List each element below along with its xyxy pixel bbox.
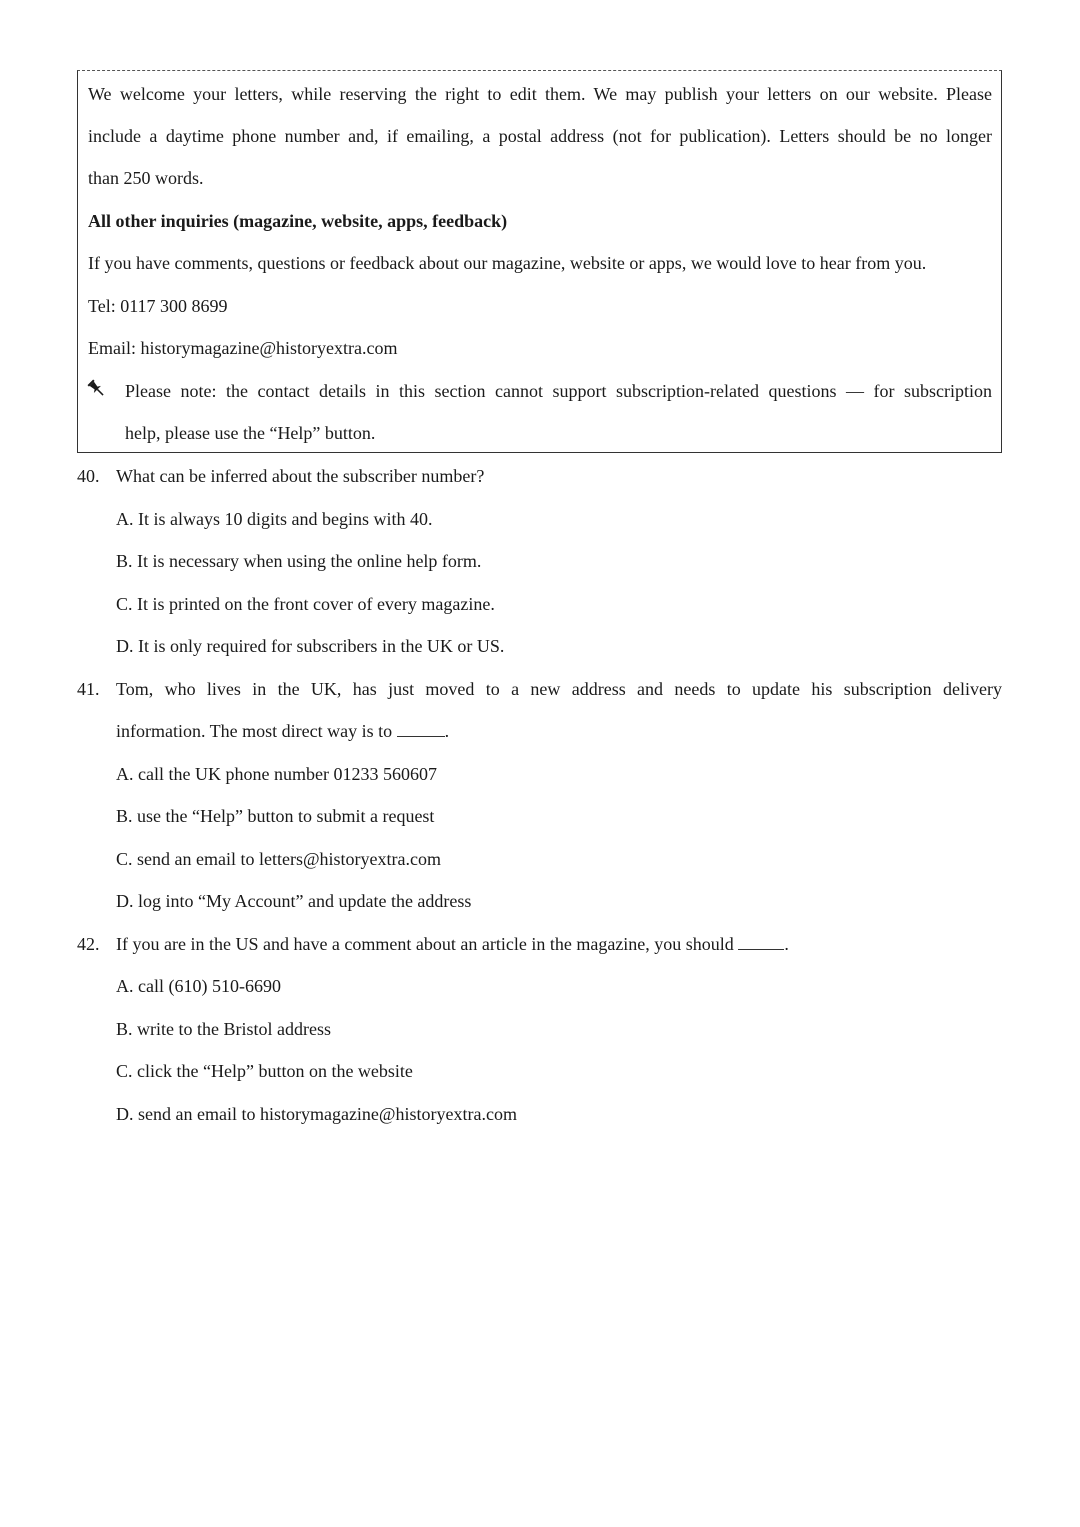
answer-blank-42 — [738, 935, 784, 950]
option-40-d: D. It is only required for subscribers in the UK or US. — [116, 636, 505, 656]
option-41-a: A. call the UK phone number 01233 560607 — [116, 764, 437, 784]
option-40-a: A. It is always 10 digits and begins with 40. — [116, 509, 433, 529]
question-stem-40: What can be inferred about the subscriber number? — [116, 466, 485, 486]
option-41-b: B. use the “Help” button to submit a request — [116, 806, 435, 826]
question-number-40: 40. — [77, 466, 100, 486]
subscription-note-line-1: Please note: the contact details in this section cannot support subscription-related questions — for subscription — [125, 381, 992, 401]
question-stem-41-line-2 — [116, 720, 449, 742]
letters-text-line-2: include a daytime phone number and, if emailing, a postal address (not for publication). Letters should be no longer — [88, 126, 992, 146]
answer-blank-41 — [397, 722, 445, 737]
contact-tel: Tel: 0117 300 8699 — [88, 296, 228, 316]
contact-email: Email: historymagazine@historyextra.com — [88, 338, 398, 358]
question-stem-41-end: . — [444, 721, 450, 741]
inquiries-text: If you have comments, questions or feedback about our magazine, website or apps, we would love to hear from you. — [88, 253, 927, 273]
question-stem-41-text: information. The most direct way is to — [116, 721, 393, 741]
question-stem-41-line-1: Tom, who lives in the UK, has just moved to a new address and needs to update his subscription delivery — [116, 679, 1002, 699]
pushpin-icon — [85, 377, 107, 399]
option-42-c: C. click the “Help” button on the website — [116, 1061, 413, 1081]
question-number-42: 42. — [77, 934, 100, 954]
option-41-c: C. send an email to letters@historyextra.com — [116, 849, 441, 869]
subscription-note-line-2: help, please use the “Help” button. — [125, 423, 376, 443]
question-number-41: 41. — [77, 679, 100, 699]
option-40-b: B. It is necessary when using the online help form. — [116, 551, 482, 571]
question-stem-42-text: If you are in the US and have a comment about an article in the magazine, you should — [116, 934, 734, 954]
option-42-b: B. write to the Bristol address — [116, 1019, 331, 1039]
option-40-c: C. It is printed on the front cover of every magazine. — [116, 594, 495, 614]
option-42-d: D. send an email to historymagazine@historyextra.com — [116, 1104, 517, 1124]
letters-text-line-1: We welcome your letters, while reserving the right to edit them. We may publish your letters on our website. Please — [88, 84, 992, 104]
question-stem-42 — [116, 933, 789, 955]
option-42-a: A. call (610) 510-6690 — [116, 976, 281, 996]
question-stem-42-end: . — [784, 934, 789, 954]
inquiries-heading: All other inquiries (magazine, website, apps, feedback) — [88, 211, 508, 231]
letters-text-line-3: than 250 words. — [88, 168, 204, 188]
option-41-d: D. log into “My Account” and update the address — [116, 891, 472, 911]
